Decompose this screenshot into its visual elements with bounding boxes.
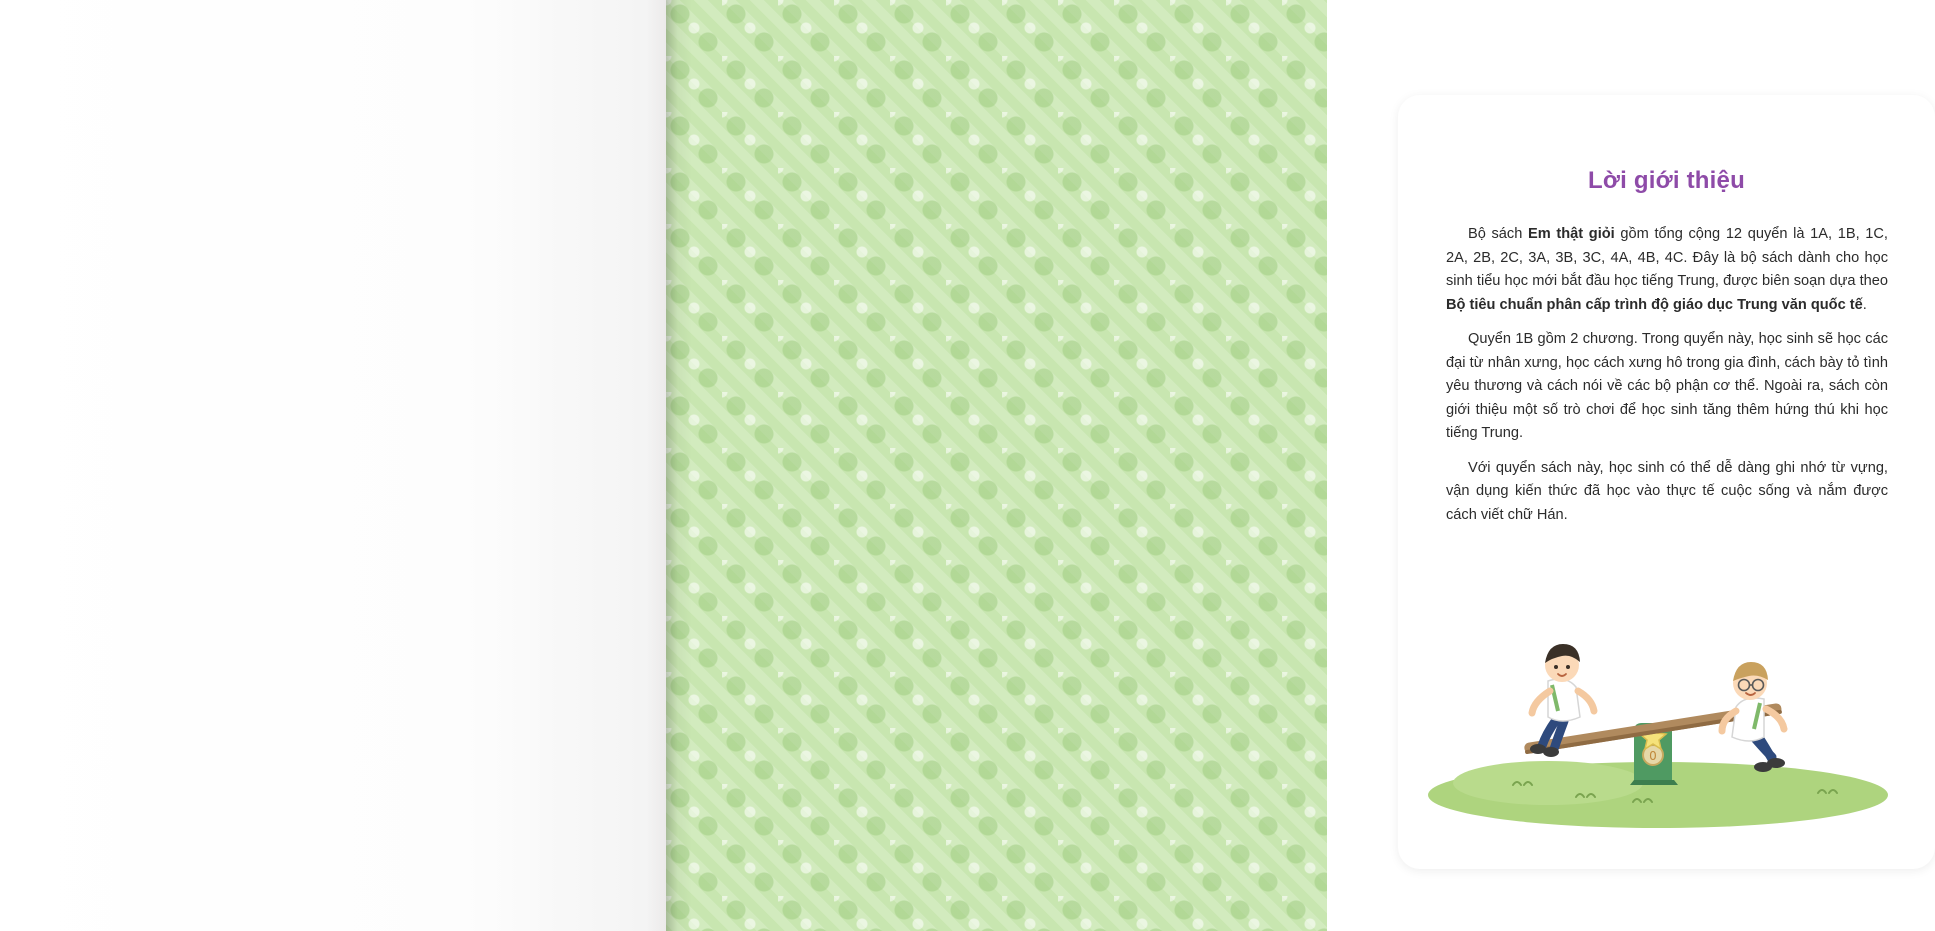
right-patterned-page — [666, 0, 1888, 931]
paragraph-3-run-1: Với quyển sách này, học sinh có thể dễ dàng ghi nhớ từ vựng, vận dụng kiến thức đã học vào thực tế cuộc sống và nắm được cách viết chữ Hán. — [1446, 459, 1888, 523]
paragraph-1 — [1446, 223, 1888, 317]
child-right — [1722, 662, 1785, 772]
page-title: Lời giới thiệu — [1588, 167, 1745, 194]
svg-text:0: 0 — [1649, 749, 1657, 763]
content-card — [1398, 95, 1935, 869]
paragraph-2-run-1: Quyển 1B gồm 2 chương. Trong quyển này, học sinh sẽ học các đại từ nhân xưng, học cách xưng hô trong gia đình, cách bày tỏ tình yêu thương và cách nói về các bộ phận cơ thể. Ngoài ra, sách còn giới thiệu một số trò chơi để học sinh tăng thêm hứng thú khi học tiếng Trung. — [1446, 331, 1888, 441]
paragraph-1-run-4: Bộ tiêu chuẩn phân cấp trình độ giáo dục Trung văn quốc tế — [1446, 296, 1863, 313]
paragraph-3 — [1446, 457, 1888, 528]
paragraph-1-run-3: gồm tổng cộng 12 quyển là 1A, 1B, 1C, 2A, 2B, 2C, 3A, 3B, 3C, 4A, 4B, 4C. Đây là bộ sách dành cho học sinh tiểu học mới bắt đầu học tiếng Trung, được biên soạn dựa theo — [1446, 226, 1888, 289]
paragraph-2 — [1446, 328, 1888, 446]
paragraph-1-run-1: Bộ sách — [1468, 226, 1528, 242]
two-children-on-seesaw-illustration — [1428, 625, 1908, 845]
left-blank-page — [0, 0, 666, 931]
introduction-text — [1446, 223, 1888, 538]
paragraph-1-run-2: Em thật giỏi — [1528, 226, 1615, 242]
paragraph-1-run-5: . — [1862, 296, 1867, 313]
